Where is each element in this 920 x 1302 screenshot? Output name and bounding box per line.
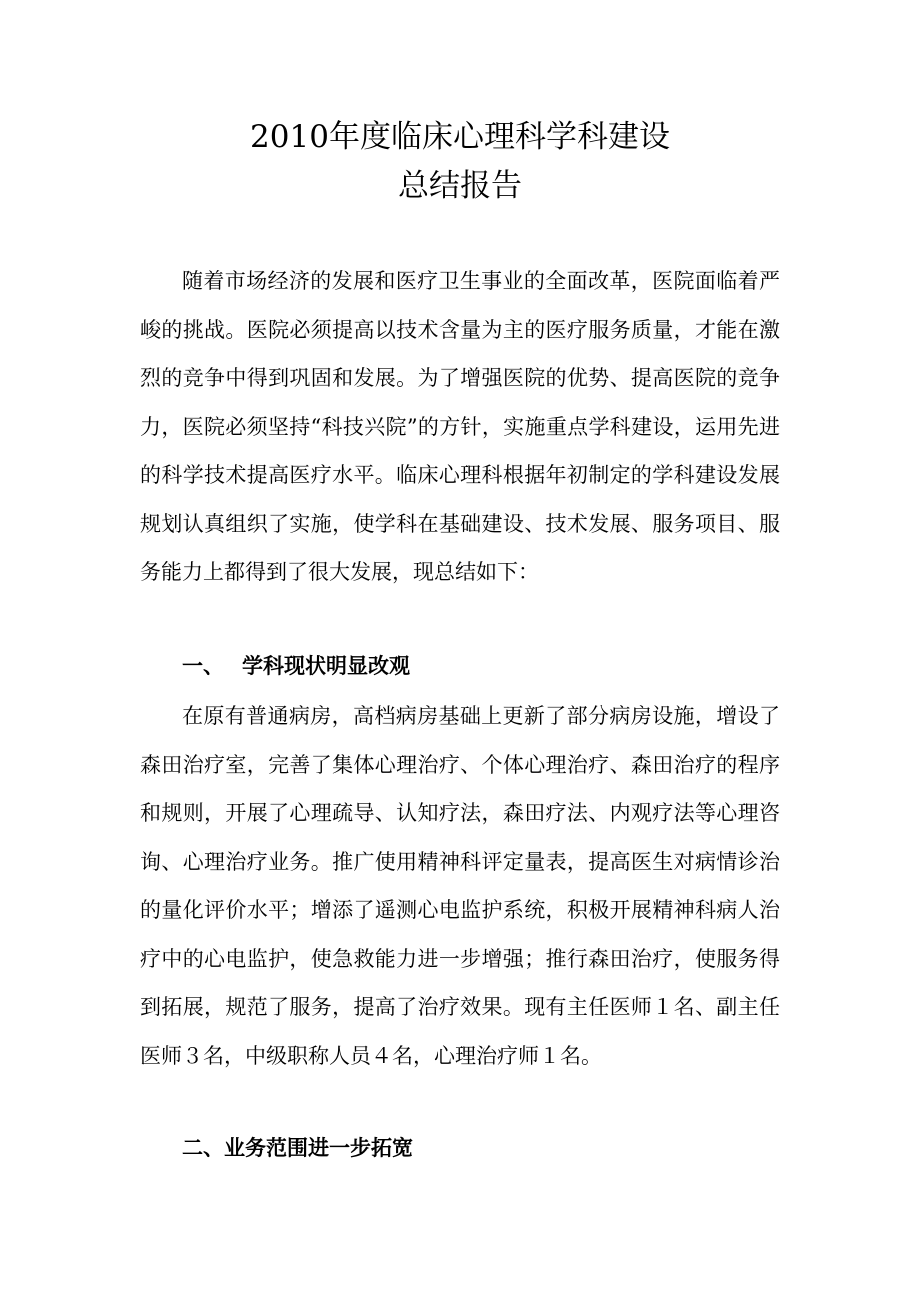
document-title-line-1: 2010年度临床心理科学科建设 xyxy=(250,119,670,155)
section-2-heading: 二、业务范围进一步拓宽 xyxy=(182,1135,413,1160)
document-title-line-2: 总结报告 xyxy=(398,168,522,204)
intro-paragraph: 随着市场经济的发展和医疗卫生事业的全面改革，医院面临着严峻的挑战。医院必须提高以技术含量为主的医疗服务质量，才能在激烈的竞争中得到巩固和发展。为了增强医院的优势、提高医院的竞争力，医院必须坚持“科技兴院”的方针，实施重点学科建设，运用先进的科学技术提高医疗水平。临床心理科根据年初制定的学科建设发展规划认真组织了实施，使学科在基础建设、技术发展、服务项目、服务能力上都得到了很大发展，现总结如下： xyxy=(140,269,780,584)
section-1-title: 学科现状明显改观 xyxy=(242,653,410,678)
section-1-number: 一、 xyxy=(182,653,224,678)
section-1-paragraph: 在原有普通病房，高档病房基础上更新了部分病房设施，增设了森田治疗室，完善了集体心理治疗、个体心理治疗、森田治疗的程序和规则，开展了心理疏导、认知疗法，森田疗法、内观疗法等心理咨询、心理治疗业务。推广使用精神科评定量表，提高医生对病情诊治的量化评价水平；增添了遥测心电监护系统，积极开展精神科病人治疗中的心电监护，使急救能力进一步增强；推行森田治疗，使服务得到拓展，规范了服务，提高了治疗效果。现有主任医师１名、副主任医师３名，中级职称人员４名，心理治疗师１名。 xyxy=(140,704,780,1068)
section-1-heading xyxy=(182,651,410,681)
